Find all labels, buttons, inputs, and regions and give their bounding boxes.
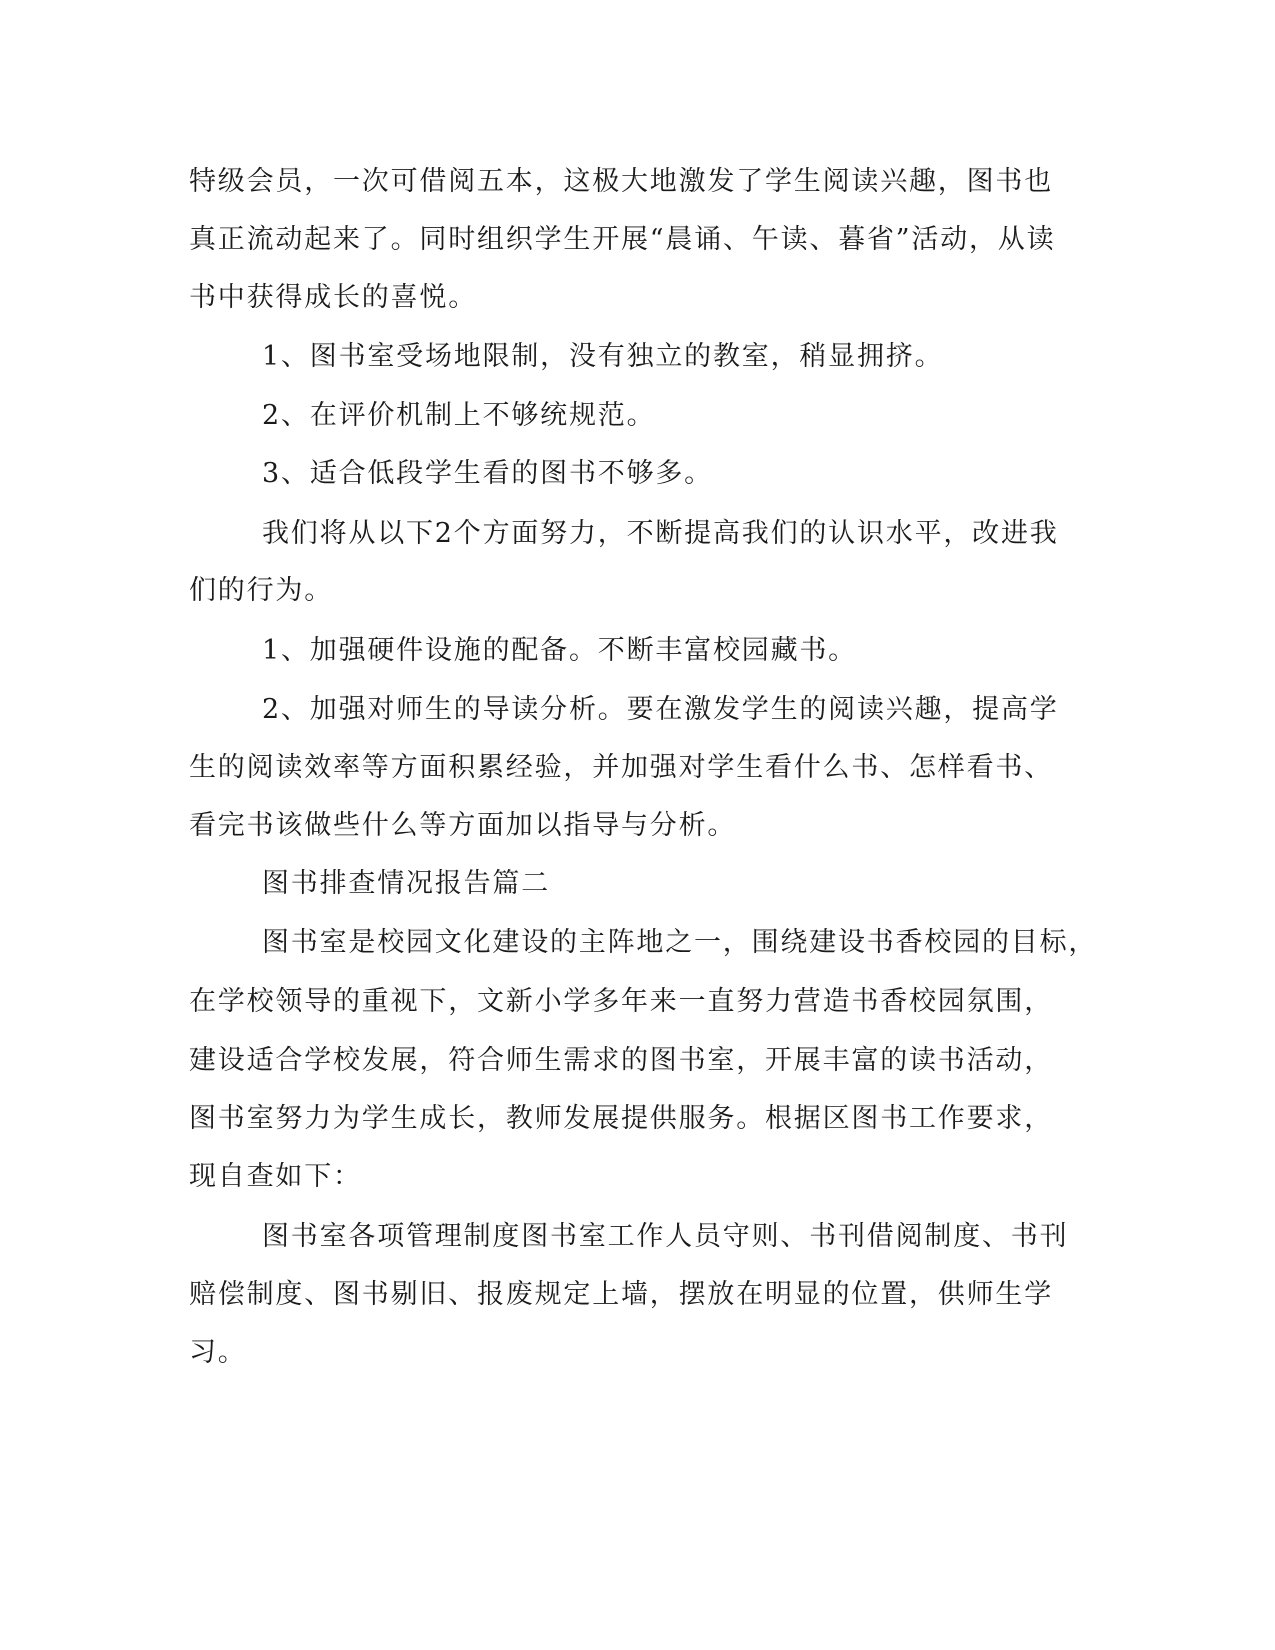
list-item: 2、加强对师生的导读分析。要在激发学生的阅读兴趣，提高学: [262, 694, 1059, 725]
text-line: 真正流动起来了。同时组织学生开展“晨诵、午读、暮省”活动，从读: [189, 224, 1056, 255]
text-line: 图书室努力为学生成长，教师发展提供服务。根据区图书工作要求，: [189, 1103, 1053, 1134]
list-item: 3、适合低段学生看的图书不够多。: [262, 458, 713, 489]
text-line: 习。: [189, 1337, 247, 1368]
text-line: 我们将从以下2个方面努力，不断提高我们的认识水平，改进我: [262, 518, 1059, 549]
text-line: 赔偿制度、图书剔旧、报废规定上墙，摆放在明显的位置，供师生学: [189, 1279, 1053, 1310]
text-line: 图书室是校园文化建设的主阵地之一，围绕建设书香校园的目标，: [262, 927, 1098, 958]
text-line: 特级会员，一次可借阅五本，这极大地激发了学生阅读兴趣，图书也: [189, 166, 1053, 197]
text-line: 书中获得成长的喜悦。: [189, 282, 477, 313]
text-line: 现自查如下：: [189, 1161, 362, 1192]
list-item: 1、图书室受场地限制，没有独立的教室，稍显拥挤。: [262, 341, 944, 372]
text-line: 建设适合学校发展，符合师生需求的图书室，开展丰富的读书活动，: [189, 1045, 1053, 1076]
text-line: 们的行为。: [189, 575, 333, 606]
section-heading: 图书排查情况报告篇二: [262, 868, 550, 899]
list-item: 1、加强硬件设施的配备。不断丰富校园藏书。: [262, 635, 857, 666]
text-line: 图书室各项管理制度图书室工作人员守则、书刊借阅制度、书刊: [262, 1221, 1069, 1252]
text-line: 生的阅读效率等方面积累经验，并加强对学生看什么书、怎样看书、: [189, 752, 1053, 783]
text-line: 在学校领导的重视下，文新小学多年来一直努力营造书香校园氛围，: [189, 986, 1053, 1017]
list-item: 2、在评价机制上不够统规范。: [262, 400, 656, 431]
text-line: 看完书该做些什么等方面加以指导与分析。: [189, 810, 737, 841]
